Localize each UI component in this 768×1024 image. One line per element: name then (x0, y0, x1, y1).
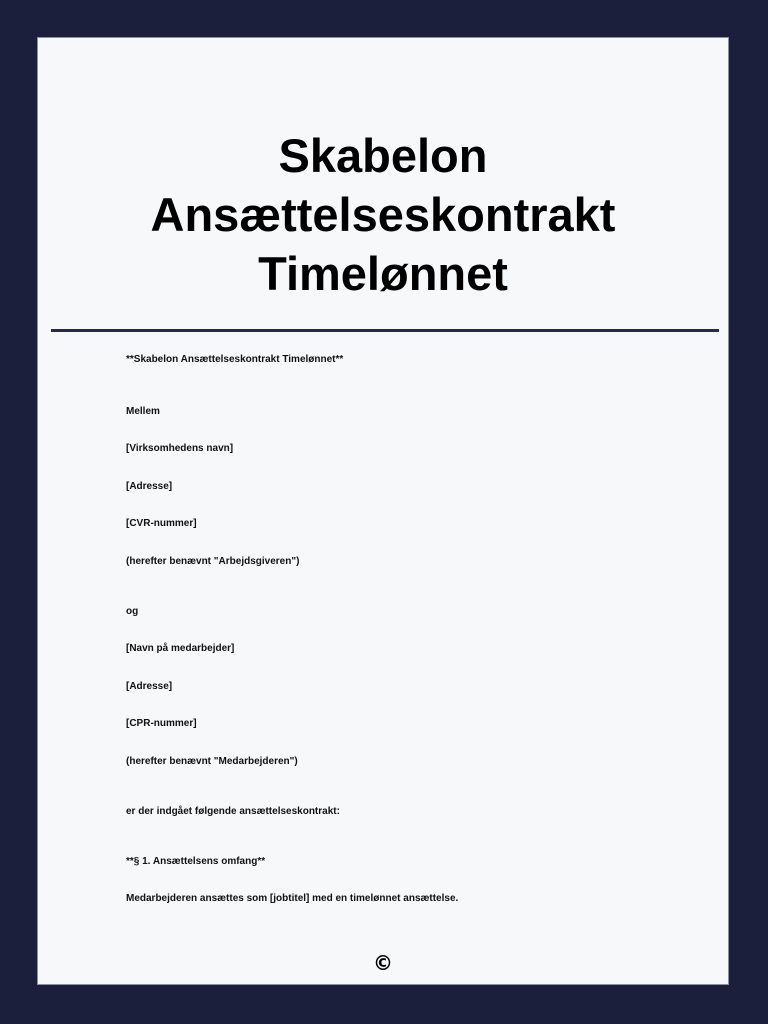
body-heading: **Skabelon Ansættelseskontrakt Timelønnet** (126, 354, 344, 365)
title-divider (51, 329, 719, 332)
section-1-heading: **§ 1. Ansættelsens omfang** (126, 856, 266, 867)
title-line-1: Skabelon (278, 129, 488, 182)
document-page (37, 37, 729, 985)
title-line-3: Timelønnet (258, 247, 508, 300)
body-line-company-name: [Virksomhedens navn] (126, 443, 234, 454)
body-line-employee-address: [Adresse] (126, 681, 173, 692)
body-line-employee-alias: (herefter benævnt "Medarbejderen") (126, 756, 298, 767)
body-line-og: og (126, 606, 139, 617)
document-title (38, 126, 728, 303)
title-line-2: Ansættelseskontrakt (150, 188, 616, 241)
body-line-cvr: [CVR-nummer] (126, 518, 197, 529)
section-1-text: Medarbejderen ansættes som [jobtitel] med en timelønnet ansættelse. (126, 893, 459, 904)
body-line-company-address: [Adresse] (126, 481, 173, 492)
body-line-cpr: [CPR-nummer] (126, 718, 197, 729)
body-line-employer-alias: (herefter benævnt "Arbejdsgiveren") (126, 556, 300, 567)
copyright-icon: © (373, 951, 393, 975)
body-line-mellem: Mellem (126, 406, 160, 417)
body-line-agreement: er der indgået følgende ansættelseskontrakt: (126, 806, 340, 817)
body-line-employee-name: [Navn på medarbejder] (126, 643, 235, 654)
